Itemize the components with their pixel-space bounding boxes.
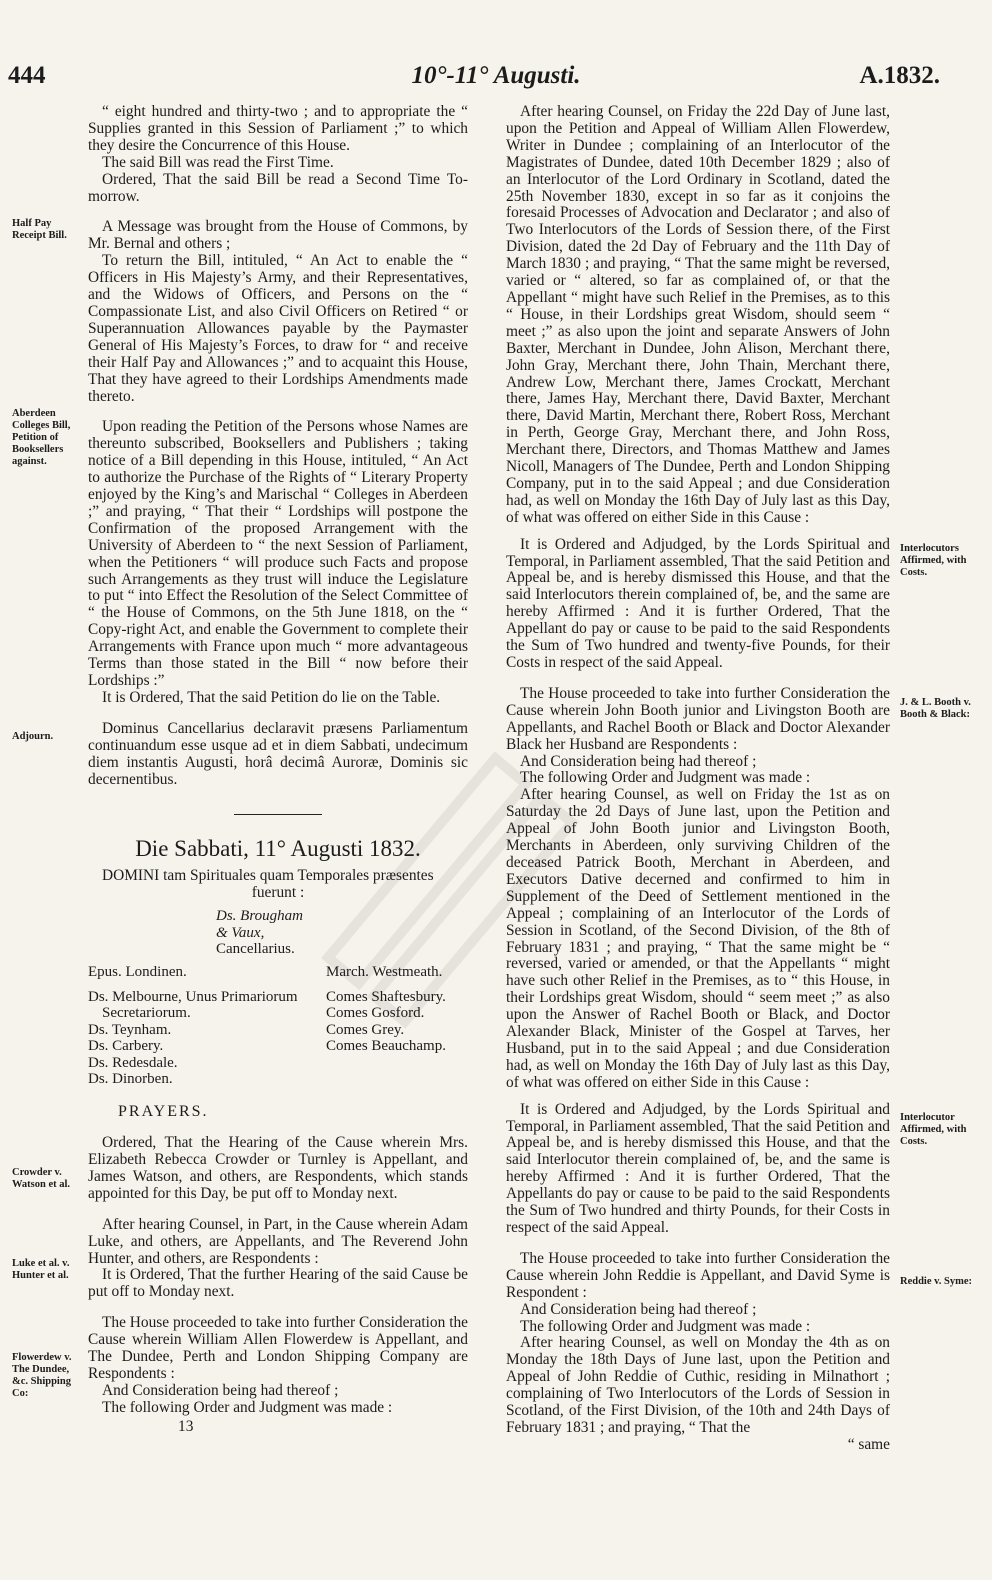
paragraph: It is Ordered, That the further Hearing of the said Cause be put off to Monday next. bbox=[88, 1266, 468, 1301]
margin-note-aberdeen: Aberdeen Colleges Bill, Petition of Booksellers against. bbox=[12, 408, 71, 467]
paragraph: And Consideration being had thereof ; bbox=[520, 752, 757, 770]
lord-chancellor bbox=[216, 908, 366, 958]
margin-note-luke: Luke et al. v. Hunter et al. bbox=[12, 1258, 70, 1281]
page-number: 444 bbox=[8, 62, 46, 89]
lord-name: Ds. Teynham. bbox=[88, 1021, 172, 1038]
paragraph: The House proceeded to take into further Consideration the Cause wherein John Booth junior and Livingston Booth are Appellants, and Rachel Booth or Black and Doctor Alexander Black her Husband are Respondents : bbox=[506, 684, 890, 753]
lord-name: Comes Shaftesbury. bbox=[326, 988, 446, 1005]
lords-left-list bbox=[88, 964, 324, 1088]
signature-mark: 13 bbox=[178, 1417, 194, 1435]
lord-name: Ds. Dinorben. bbox=[88, 1071, 173, 1088]
paragraph: Ordered, That the Hearing of the Cause wherein Mrs. Elizabeth Rebecca Crowder or Turnley is Appellant, and James Watson, and others, are Respondents, which stands appointed for this Day, be put off to Monday next. bbox=[88, 1134, 468, 1202]
paragraph: The following Order and Judgment was made : bbox=[520, 1317, 811, 1335]
catchword: “ same bbox=[847, 1435, 890, 1453]
chancellor-line: Ds. Brougham bbox=[216, 908, 303, 925]
lord-name: Ds. Melbourne, Unus Primariorum bbox=[88, 988, 298, 1005]
page-header bbox=[0, 62, 992, 96]
paragraph: Upon reading the Petition of the Persons whose Names are thereunto subscribed, Booksellers and Publishers ; taking notice of a Bill depending in this House, intituled, “ An Act to authorize the Purchase of the Rights of “ Literary Property enjoyed by the King’s and Marischal “ Colleges in Aberdeen ;” and praying, “ That their “ Lordships will postpone the Confirmation of the proposed Arrangement with the University of Aberdeen to “ the next Session of Parliament, when the Petitioners “ will produce such Facts and propose such Arrangements as they trust will induce the Legislature to put “ into Effect the Resolution of the Select Committee of “ the House of Commons, on the 5th June 1818, on the “ Copy-right Act, and enable the Government to complete their Arrangements with France upon much “ more advantageous Terms than those stated in the Bill “ now before their Lordships :” bbox=[88, 418, 468, 689]
paragraph: “ eight hundred and thirty-two ; and to appropriate the “ Supplies granted in this Session of Parliament ;” to which they desire the Concurrence of this House. bbox=[88, 103, 468, 154]
paragraph: It is Ordered and Adjudged, by the Lords Spiritual and Temporal, in Parliament assembled, That the said Petition and Appeal be, and is hereby dismissed this House, and that the said Interlocutor therein complained of, be, and the same is hereby Affirmed : And it is further Ordered, That the Appellants do pay or cause to be paid to the said Respondents the Sum of Two hundred and thirty Pounds, for their Costs in respect of the said Appeal. bbox=[506, 1100, 890, 1236]
margin-note-booth: J. & L. Booth v. Booth & Black: bbox=[900, 697, 971, 720]
margin-note-interlocutor-affirmed: Interlocutor Affirmed, with Costs. bbox=[900, 1112, 967, 1147]
prayers-heading: PRAYERS. bbox=[118, 1103, 209, 1121]
header-year: A.1832. bbox=[859, 62, 940, 89]
chancellor-line: Cancellarius. bbox=[216, 941, 295, 958]
day-title: Die Sabbati, 11° Augusti 1832. bbox=[135, 836, 421, 862]
lords-present-list bbox=[88, 908, 468, 1086]
section-divider bbox=[234, 814, 322, 815]
domini-line: DOMINI tam Spirituales quam Temporales præsentes bbox=[102, 867, 434, 885]
lord-name: Ds. Redesdale. bbox=[88, 1054, 178, 1071]
paragraph: And Consideration being had thereof ; bbox=[102, 1381, 339, 1399]
lord-name: Ds. Carbery. bbox=[88, 1038, 164, 1055]
margin-note-flowerdew: Flowerdew v. The Dundee, &c. Shipping Co: bbox=[12, 1352, 72, 1399]
paragraph: Dominus Cancellarius declaravit præsens Parliamentum continuandum esse usque ad et in diem Sabbati, undecimum diem instantis Augusti, horâ decimâ Auroræ, Dominis sic decernentibus. bbox=[88, 719, 468, 788]
paragraph: The House proceeded to take into further Consideration the Cause wherein John Reddie is Appellant, and David Syme is Respondent : bbox=[506, 1249, 890, 1301]
margin-note-reddie: Reddie v. Syme: bbox=[900, 1276, 973, 1287]
margin-note-half-pay: Half Pay Receipt Bill. bbox=[12, 218, 67, 241]
header-date bbox=[0, 62, 992, 90]
margin-note-interlocutors-affirmed: Interlocutors Affirmed, with Costs. bbox=[900, 543, 967, 578]
paragraph: After hearing Counsel, on Friday the 22d Day of June last, upon the Petition and Appeal of William Allen Flowerdew, Writer in Dundee ; complaining of an Interlocutor of the Magistrates of Dundee, dated 10th December 1829 ; also of an Interlocutor of the Lord Ordinary in Scotland, dated the 25th November 1830, except in so far as it conjoins the foresaid Processes of Advocation and Declarator ; and also of Two Interlocutors of the Lords of Session there, of the First Division, dated the 2d Day of February and the 11th Day of March 1830 ; and praying, “ That the same might be reversed, varied or “ altered, so far as complained of, or that the Appellant “ might have such Relief in the Premises, as to this “ House, in their Lordships great Wisdom, should seem “ meet ;” as also upon the joint and separate Answers of John Baxter, Merchant in Dundee, John Alison, Merchant there, John Gray, Merchant there, John Thain, Merchant there, Andrew Low, Merchant there, James Crockatt, Merchant there, James Hay, Merchant there, David Baxter, Merchant there, David Martin, Merchant there, Robert Ross, Merchant in Perth, George Gray, Merchant there, and John Ross, Merchant there, Directors, and Thomas Matthew and James Nicoll, Managers of The Dundee, Perth and London Shipping Company, put in to the said Appeal ; and due Consideration had, as well on Monday the 16th Day of July last as this Day, of what was offered on either Side in this Cause : bbox=[506, 103, 890, 526]
paragraph: A Message was brought from the House of Commons, by Mr. Bernal and others ; bbox=[88, 218, 468, 253]
paragraph: After hearing Counsel, in Part, in the Cause wherein Adam Luke, and others, are Appellants, and The Reverend John Hunter, and others, are Respondents : bbox=[88, 1215, 468, 1267]
chancellor-line: & Vaux, bbox=[216, 924, 265, 941]
lord-name: March. Westmeath. bbox=[326, 964, 443, 981]
lord-name: Comes Gosford. bbox=[326, 1005, 425, 1022]
lord-name: Epus. Londinen. bbox=[88, 964, 187, 981]
right-column bbox=[506, 104, 890, 1454]
domini-line-tail: fuerunt : bbox=[251, 884, 305, 902]
paragraph: The following Order and Judgment was made : bbox=[520, 769, 811, 787]
paragraph: After hearing Counsel, as well on Monday the 4th as on Monday the 18th Days of June last, upon the Petition and Appeal of John Reddie of Cuthic, residing in Milnathort ; complaining of Two Interlocutors of the Lords of Session in Scotland, of the First Division, of the 10th and 24th Days of February 1831 ; and praying, “ That the bbox=[506, 1334, 890, 1436]
paragraph: And Consideration being had thereof ; bbox=[520, 1300, 757, 1318]
paragraph: Ordered, That the said Bill be read a Second Time To-morrow. bbox=[88, 170, 468, 205]
margin-note-adjourn: Adjourn. bbox=[12, 731, 54, 742]
lord-name: Comes Grey. bbox=[326, 1021, 405, 1038]
left-column bbox=[88, 104, 468, 1436]
lord-name: Comes Beauchamp. bbox=[326, 1038, 446, 1055]
lord-name: Secretariorum. bbox=[102, 1005, 191, 1022]
paragraph: The following Order and Judgment was made : bbox=[102, 1398, 393, 1416]
paragraph: It is Ordered, That the said Petition do lie on the Table. bbox=[102, 688, 441, 706]
lords-right-list bbox=[326, 964, 476, 1055]
paragraph: It is Ordered and Adjudged, by the Lords Spiritual and Temporal, in Parliament assembled, That the said Petition and Appeal be, and is hereby dismissed this House, and that the said Interlocutors therein complained of, be, and the same are hereby Affirmed : And it is further Ordered, That the Appellant do pay or cause to be paid to the said Respondents the Sum of Two hundred and twenty-five Pounds, for their Costs in respect of the said Appeal. bbox=[506, 535, 890, 671]
header-date-text: 10°-11° Augusti. bbox=[411, 62, 581, 89]
paragraph: To return the Bill, intituled, “ An Act to enable the “ Officers in His Majesty’s Army, and their Representatives, and the Widows of Officers, and Persons on the “ Compassionate List, and also Civil Officers on Retired “ or Superannuation Allowances payable by the Paymaster General of His Majesty’s Forces, to draw for “ and receive their Half Pay and Allowances ;” and to acquaint this House, That they have agreed to their Lordships Amendments made thereto. bbox=[88, 252, 468, 405]
margin-note-crowder: Crowder v. Watson et al. bbox=[12, 1167, 71, 1190]
paragraph: The said Bill was read the First Time. bbox=[102, 153, 334, 171]
paragraph: After hearing Counsel, as well on Friday the 1st as on Saturday the 2d Days of June last, upon the Petition and Appeal of John Booth junior and Livingston Booth, Merchants in Aberdeen, only surviving Children of the deceased Patrick Booth, Merchant in Aberdeen, and Executors Dative decerned and confirmed to him in Supplement of the Deed of Settlement mentioned in the Appeal ; complaining of an Interlocutor of the Lords of Session in Scotland, of the Second Division, of the 8th of February 1831 ; and praying, “ That the same might be “ reversed, varied or amended, or that the Appellants “ might have such other Relief in the Premises, as to “ this House, in their Lordships great Wisdom, should “ seem meet ;” as also upon the Answer of Rachel Booth or Black, and Doctor Alexander Black, Minister of the Gospel at Tarves, her Husband, put in to the said Appeal ; and due Consideration had, as well on Monday the 16th Day of July last as this Day, of what was offered on either Side in this Cause : bbox=[506, 786, 890, 1091]
paragraph: The House proceeded to take into further Consideration the Cause wherein William Allen Flowerdew is Appellant, and The Dundee, Perth and London Shipping Company are Respondents : bbox=[88, 1314, 468, 1382]
